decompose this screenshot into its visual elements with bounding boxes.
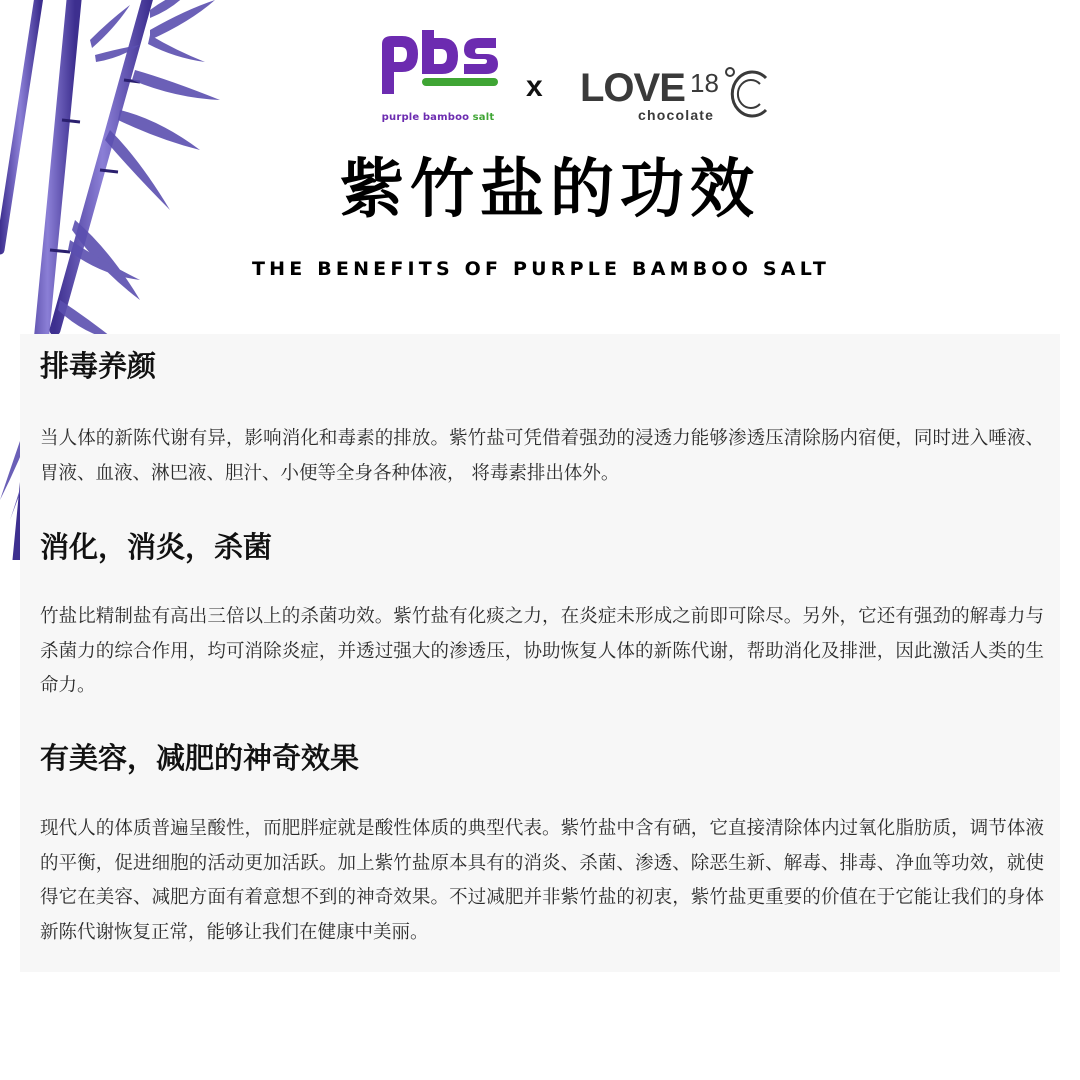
section-body-detox: 当人体的新陈代谢有异，影响消化和毒素的排放。紫竹盐可凭借着强劲的浸透力能够渗透压清除肠内宿便，同时进入唾液、胃液、血液、淋巴液、胆汁、小便等全身各种体液， 将毒素排出体外。	[40, 428, 1044, 484]
page-subtitle: THE BENEFITS OF PURPLE BAMBOO SALT	[251, 258, 831, 280]
section-heading-digestion: 消化，消炎，杀菌	[40, 530, 273, 564]
section-heading-detox: 排毒养颜	[40, 349, 157, 383]
pbs-tagline-word-1: purple	[381, 112, 420, 123]
love18-logo-subtitle: chocolate	[638, 107, 715, 123]
pbs-tagline-word-3: salt	[472, 112, 495, 123]
degree-celsius-icon	[724, 64, 772, 122]
pbs-logo	[378, 30, 502, 98]
collaboration-x: x	[526, 70, 543, 103]
logo-row	[0, 30, 1080, 123]
section-body-digestion: 竹盐比精制盐有高出三倍以上的杀菌功效。紫竹盐有化痰之力，在炎症未形成之前即可除尽。另外，它还有强劲的解毒力与杀菌力的综合作用，均可消除炎症，并透过强大的渗透压，协助恢复人体的新陈代谢，帮助消化及排泄，因此激活人类的生命力。	[40, 606, 1044, 696]
love18-logo-number: 18	[690, 68, 719, 98]
love18-logo-word: LOVE	[580, 66, 685, 110]
section-heading-beauty: 有美容，减肥的神奇效果	[40, 741, 360, 775]
section-body-beauty: 现代人的体质普遍呈酸性，而肥胖症就是酸性体质的典型代表。紫竹盐中含有硒，它直接清除体内过氧化脂肪质，调节体液的平衡，促进细胞的活动更加活跃。加上紫竹盐原本具有的消炎、杀菌、渗透、除恶生新、解毒、排毒、净血等功效，就使得它在美容、减肥方面有着意想不到的神奇效果。不过减肥并非紫竹盐的初衷，紫竹盐更重要的价值在于它能让我们的身体新陈代谢恢复正常，能够让我们在健康中美丽。	[40, 818, 1044, 943]
pbs-tagline-word-2: bamboo	[422, 112, 470, 123]
pbs-tagline	[376, 112, 500, 123]
page-title: 紫竹盐的功效	[340, 152, 760, 227]
